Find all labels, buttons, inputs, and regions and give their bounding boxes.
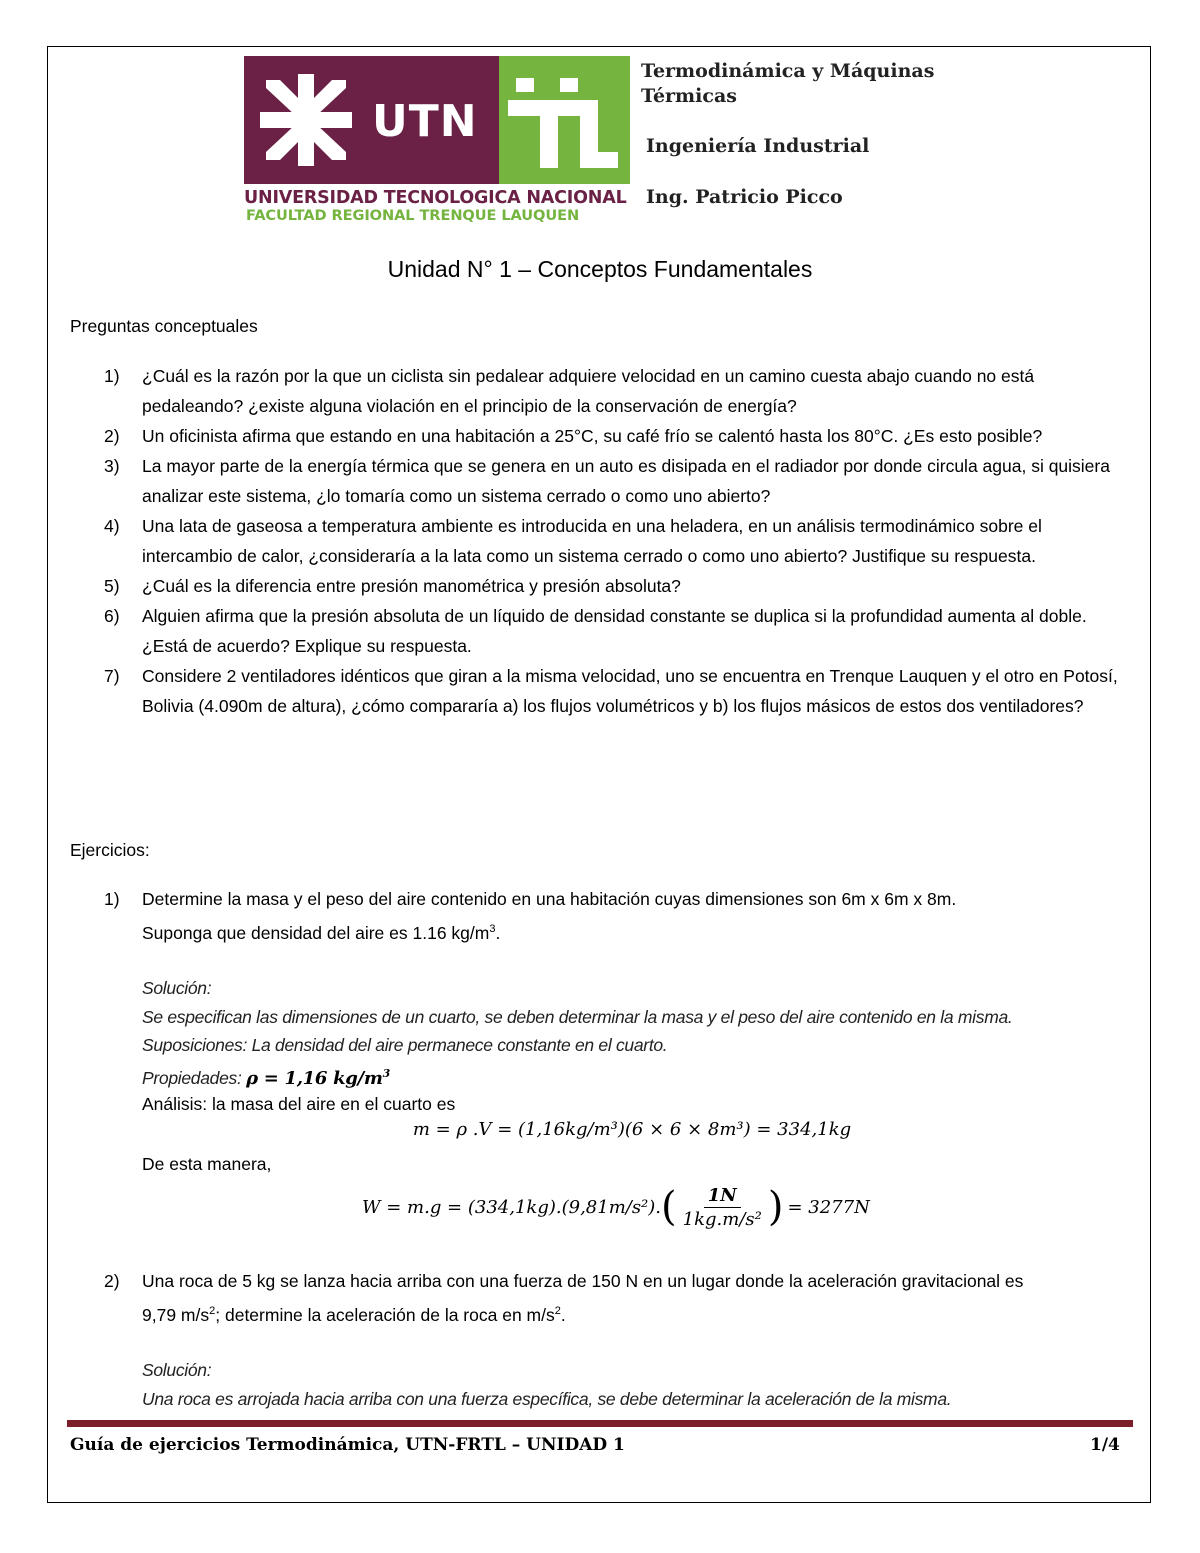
superscript: 3 [382,1066,390,1080]
exercise-1-line2-end: . [495,923,501,943]
solution-assumptions: Suposiciones: La densidad del aire permanece constante en el cuarto. [142,1035,668,1055]
properties-equation: ρ = 1,16 kg/m [246,1067,383,1089]
footer-title: Guía de ejercicios Termodinámica, UTN-FRTL – UNIDAD 1 [70,1435,625,1455]
question-text: Un oficinista afirma que estando en una habitación a 25°C, su café frío se calentó hasta los 80°C. ¿Es esto posible? [142,426,1043,446]
logo-maroon-panel [244,56,499,184]
question-number: 3) [104,456,120,476]
logo-utn-text: UTN [372,96,478,147]
weight-equation [362,1178,870,1236]
question-number: 1) [104,366,120,386]
question-text: Considere 2 ventiladores idénticos que giran a la misma velocidad, uno se encuentra en Trenque Lauquen y el otro en Potosí, Bolivia (4.090m de altura), ¿cómo compararía a) los flujos volumétricos y b) los flujos másicos de estos dos ventiladores? [142,666,1118,716]
question-text: La mayor parte de la energía térmica que se genera en un auto es disipada en el radiador por donde circula agua, si quisiera analizar este sistema, ¿lo tomaría como un sistema cerrado o como uno abierto? [142,456,1110,506]
exercise-number: 2) [104,1271,120,1291]
exercises-heading: Ejercicios: [70,840,150,860]
footer-rule [67,1420,1133,1427]
exercise-2-body [70,1266,1132,1330]
course-title-line2: Térmicas [641,85,737,107]
utn-emblem-icon [260,74,352,166]
question-text: ¿Cuál es la razón por la que un ciclista sin pedalear adquiere velocidad en un camino cuesta abajo cuando no está pedaleando? ¿existe alguna violación en el principio de la conservación de energía? [142,366,1035,416]
question-item [70,451,1132,511]
exercise-1-line1: Determine la masa y el peso del aire contenido en una habitación cuyas dimensiones son 6m x 6m x 8m. [142,889,957,909]
utn-logo [244,56,630,226]
solution-label: Solución: [142,978,212,998]
solution-properties [142,1060,1132,1094]
weight-equation-left: W = m.g = (334,1kg).(9,81m/s²). [362,1196,662,1218]
question-number: 6) [104,606,120,626]
analysis-line: Análisis: la masa del aire en el cuarto es [142,1094,456,1114]
exercise-item-1 [70,884,1132,948]
career-name: Ingeniería Industrial [646,135,870,157]
question-number: 5) [104,576,120,596]
unit-fraction [679,1185,766,1230]
question-number: 2) [104,426,120,446]
exercise-1-solution [142,974,1132,1093]
logo-university-name: UNIVERSIDAD TECNOLOGICA NACIONAL [244,188,627,208]
question-item [70,661,1132,721]
exercise-number: 1) [104,889,120,909]
superscript: 3 [489,923,496,935]
question-text: Una lata de gaseosa a temperatura ambiente es introducida en una heladera, en un análisis termodinámico sobre el intercambio de calor, ¿consideraría a la lata como un sistema cerrado o como uno abierto? Justifique su respuesta. [142,516,1042,566]
question-item [70,601,1132,661]
exercise-2-line2c: . [560,1305,566,1325]
de-esta-manera: De esta manera, [142,1154,272,1174]
questions-heading: Preguntas conceptuales [70,316,258,336]
solution-label: Solución: [142,1360,212,1380]
exercise-2-line2a: 9,79 m/s [142,1305,210,1325]
question-text: ¿Cuál es la diferencia entre presión manométrica y presión absoluta? [142,576,681,596]
exercise-2-solution [142,1356,1132,1413]
exercise-1-line2: Suponga que densidad del aire es 1.16 kg/m [142,923,490,943]
question-item [70,421,1132,451]
fraction-numerator: 1N [704,1185,741,1208]
weight-equation-right: = 3277N [787,1196,870,1218]
unit-title: Unidad N° 1 – Conceptos Fundamentales [387,256,813,282]
question-number: 4) [104,516,120,536]
solution-description: Se especifican las dimensiones de un cuarto, se deben determinar la masa y el peso del aire contenido en la misma. [142,1006,1013,1027]
question-number: 7) [104,666,120,686]
superscript: 2 [554,1305,561,1317]
mass-equation: m = ρ .V = (1,16kg/m³)(6 × 6 × 8m³) = 334,1kg [412,1119,852,1140]
exercises-list [70,884,1132,948]
question-text: Alguien afirma que la presión absoluta de un líquido de densidad constante se duplica si la profundidad aumenta al doble. ¿Está de acuerdo? Explique su respuesta. [142,606,1087,656]
professor-name: Ing. Patricio Picco [646,186,843,208]
properties-label: Propiedades: [142,1067,242,1088]
question-item [70,511,1132,571]
exercise-2-line1: Una roca de 5 kg se lanza hacia arriba con una fuerza de 150 N en un lugar donde la aceleración gravitacional es [142,1271,1024,1291]
questions-list [70,361,1132,721]
question-item [70,361,1132,421]
logo-faculty-name: FACULTAD REGIONAL TRENQUE LAUQUEN [246,207,580,224]
question-item [70,571,1132,601]
paren-close: ) [767,1184,784,1230]
solution-description: Una roca es arrojada hacia arriba con una fuerza específica, se debe determinar la aceleración de la misma. [142,1388,952,1409]
page-number: 1/4 [1090,1435,1120,1455]
paren-open: ( [661,1184,677,1230]
course-title-line1: Termodinámica y Máquinas [641,60,935,82]
superscript: 2 [209,1305,216,1317]
fraction-denominator: 1kg.m/s² [682,1208,762,1230]
exercise-item-2 [70,1266,1132,1330]
tl-emblem-icon [506,74,624,170]
exercise-2-line2b: ; determine la aceleración de la roca en m/s [215,1305,555,1325]
